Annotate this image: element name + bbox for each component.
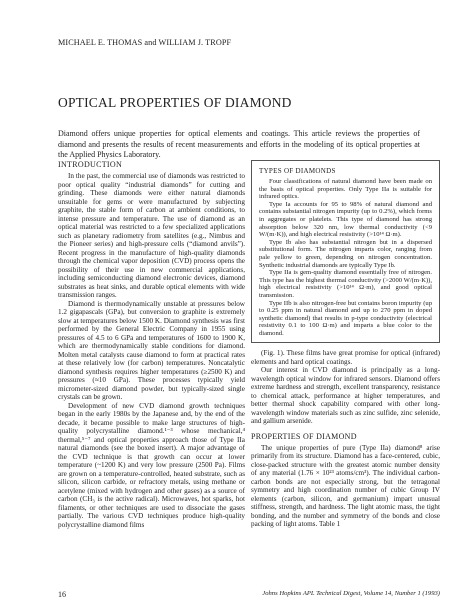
intro-paragraph: Diamond is thermodynamically unstable at pressures below 1.2 gigapascals (GPa), but conversion to graphite is extremely slow at temperatures below 1500 K. Diamond synthesis was first performed by the General Electric Company in 1955 using pressures of 4.5 to 6 GPa and temperatures of 1600 to 1900 K, which are thermodynamically stable conditions for diamond. Molten metal catalysts cause diamond to form at practical rates at these relatively low (for carbon) temperatures. Noncatalytic diamond synthesis requires higher temperatures (≥2500 K) and pressures (≈10 GPa). These processes typically yield micrometer-sized diamond powder, but typically-sized single crystals can be grown. <box>58 299 245 401</box>
box-paragraph: Type IIa is gem-quality diamond essentially free of nitrogen. This type has the highest thermal conductivity (>2000 W/(m·K)), high electrical resistivity (>10¹⁴ Ω·m), and good optical transmission. <box>259 269 432 299</box>
authors-line: MICHAEL E. THOMAS and WILLIAM J. TROPF <box>58 38 232 47</box>
left-column <box>58 160 245 529</box>
box-paragraph: Type Ia accounts for 95 to 98% of natural diamond and contains substantial nitrogen impurity (up to 0.2%), which forms in aggregates or platelets. This type of diamond has strong absorption below 320 nm, low thermal conductivity (<9 W/(m·K)), and high electrical resistivity (>10¹⁴ Ω·m). <box>259 200 432 239</box>
article-title: OPTICAL PROPERTIES OF DIAMOND <box>58 95 292 110</box>
intro-paragraph: In the past, the commercial use of diamonds was restricted to poor optical quality “industrial diamonds” for cutting and grinding. These diamonds were either natural diamonds unsuitable for gems or were manufactured by subjecting graphite, the stable form of carbon at ambient conditions, to intense pressure and temperature. The use of diamond as an optical material was restricted to a few specialized applications such as planetary radiometry from satellites (e.g., Nimbus and the Pioneer series) and high-pressure cells (“diamond anvils”). Recent progress in the manufacture of high-quality diamonds through the chemical vapor deposition (CVD) process opens the possibility of their use in new commercial applications, including semiconducting diamond electronic devices, diamond substrates as heat sinks, and durable optical elements with wide transmission ranges. <box>58 172 245 299</box>
box-paragraph: Type Ib also has substantial nitrogen but in a dispersed substitutional form. The nitrogen imparts color, ranging from pale yellow to green, depending on nitrogen concentration. Synthetic industrial diamonds are typically Type Ib. <box>259 238 432 269</box>
box-heading: TYPES OF DIAMONDS <box>259 167 336 175</box>
section-heading-properties: PROPERTIES OF DIAMOND <box>251 431 357 441</box>
section-heading-introduction: INTRODUCTION <box>58 160 123 169</box>
box-paragraph: Four classifications of natural diamond have been made on the basis of optical properties. Only Type IIa is suitable for infrared optics. <box>259 178 432 201</box>
body-paragraph: (Fig. 1). These films have great promise for optical (infrared) elements and hard optical coatings. <box>251 349 440 366</box>
body-paragraph: Our interest in CVD diamond is principally as a long-wavelength optical window for infrared sensors. Diamond offers extreme hardness and strength, excellent transparency, resistance to chemical attack, performance at higher temperatures, and better thermal shock capability compared with other long-wavelength window materials such as zinc sulfide, zinc selenide, and gallium arsenide. <box>251 366 440 426</box>
page-number: 16 <box>58 590 66 599</box>
right-column <box>251 160 440 529</box>
types-of-diamonds-box <box>251 160 440 343</box>
box-paragraph: Type IIb is also nitrogen-free but contains boron impurity (up to 0.25 ppm in natural diamond and up to 270 ppm in doped synthetic diamond) that results in p-type conductivity (electrical resistivity 0.1 to 100 Ω·m) and imparts a blue color to the diamond. <box>259 299 432 337</box>
intro-paragraph: Development of new CVD diamond growth techniques began in the early 1980s by the Japanese and, by the end of the decade, it became possible to make large structures of high-quality polycrystalline diamond.¹⁻³ whose mechanical,⁴ thermal,⁵⁻⁷ and optical properties approach those of Type IIa natural diamonds (see the boxed insert). A major advantage of the CVD technique is that growth can occur at lower temperature (~1200 K) and very low pressure (2500 Pa). Films are grown on a temperature-controlled, heated substrate, such as silicon, silicon carbide, or refractory metals, using methane or acetylene (mixed with hydrogen and other gases) as a source of carbon (CH₃ is the active radical). Microwaves, hot sparks, hot filaments, or other techniques are used to dissociate the gases partially. The various CVD techniques produce high-quality polycrystalline diamond films <box>58 401 245 529</box>
abstract: Diamond offers unique properties for optical elements and coatings. This article reviews the properties of diamond and presents the results of recent measurements and efforts in the modeling of its optical properties at the Applied Physics Laboratory. <box>58 129 420 160</box>
properties-paragraph: The unique properties of pure (Type IIa) diamond⁸ arise primarily from its structure. Diamond has a face-centered, cubic, close-packed structure with the greatest atomic number density of any material (1.76 × 10²³ atoms/cm³). The individual carbon-carbon bonds are not especially strong, but the tetragonal symmetry and high coordination number of cubic Group IV elements (carbon, silicon, and germanium) impart unusual stiffness, strength, and hardness. The light atomic mass, the tight bonding, and the number and symmetry of the bonds and close packing of light atoms. Table 1 <box>251 443 440 529</box>
journal-citation: Johns Hopkins APL Technical Digest, Volume 14, Number 1 (1993) <box>262 590 440 597</box>
